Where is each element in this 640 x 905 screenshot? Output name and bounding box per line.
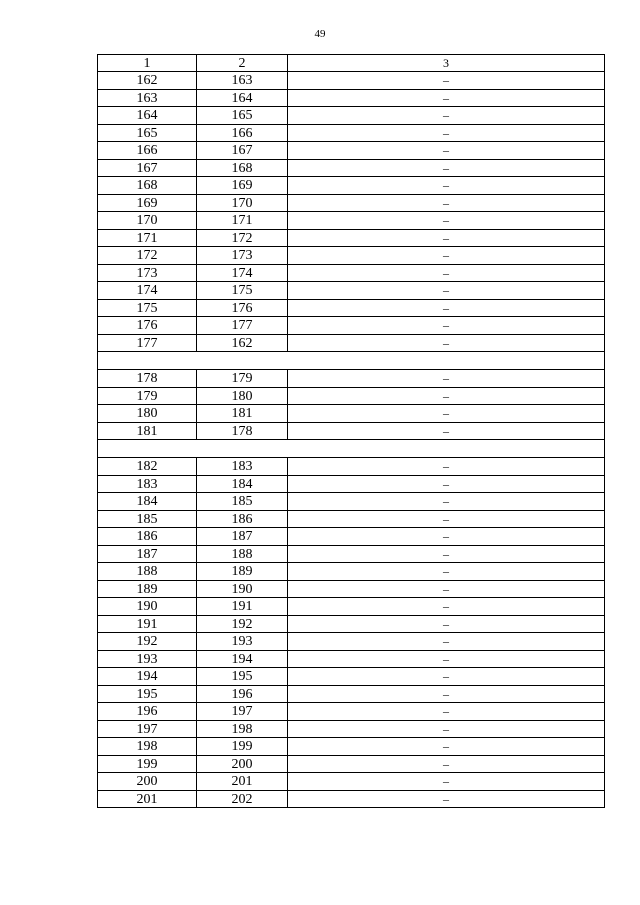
table-cell-col-3: – bbox=[443, 459, 449, 473]
table-row bbox=[98, 142, 604, 160]
table-cell-col-1: 186 bbox=[98, 528, 197, 545]
table-cell-col-1: 173 bbox=[98, 265, 197, 282]
table-cell-col-2: 184 bbox=[197, 476, 288, 493]
table-row bbox=[98, 282, 604, 300]
table-cell-col-1: 190 bbox=[98, 598, 197, 615]
table-cell-col-2: 186 bbox=[197, 511, 288, 528]
table-cell-col-3: – bbox=[443, 283, 449, 297]
table-cell-col-2: 174 bbox=[197, 265, 288, 282]
table-cell-col-1: 163 bbox=[98, 90, 197, 107]
table-cell-col-1: 177 bbox=[98, 335, 197, 352]
table-row bbox=[98, 195, 604, 213]
table-cell-col-3: – bbox=[443, 213, 449, 227]
table-cell-col-2: 175 bbox=[197, 282, 288, 299]
table-cell-col-2: 181 bbox=[197, 405, 288, 422]
table-cell-col-3: – bbox=[443, 406, 449, 420]
table-row bbox=[98, 686, 604, 704]
table-cell-col-1: 164 bbox=[98, 107, 197, 124]
table-group-1 bbox=[98, 72, 604, 352]
table-row bbox=[98, 773, 604, 791]
table-cell-col-1: 198 bbox=[98, 738, 197, 755]
table-cell-col-1: 201 bbox=[98, 791, 197, 808]
table-cell-col-3: – bbox=[443, 511, 449, 526]
column-header-2: 2 bbox=[197, 55, 288, 71]
table-cell-col-2: 201 bbox=[197, 773, 288, 790]
table-row bbox=[98, 265, 604, 283]
table-header-row bbox=[98, 55, 604, 72]
table-cell-col-1: 167 bbox=[98, 160, 197, 177]
table-cell-col-2: 162 bbox=[197, 335, 288, 352]
table-cell-col-1: 169 bbox=[98, 195, 197, 212]
table-cell-col-1: 197 bbox=[98, 721, 197, 738]
table-cell-col-2: 196 bbox=[197, 686, 288, 703]
table-cell-col-3: – bbox=[443, 634, 449, 648]
table-cell-col-1: 194 bbox=[98, 668, 197, 685]
group-separator-row bbox=[98, 352, 604, 370]
table-cell-col-3: – bbox=[443, 230, 449, 245]
table-cell-col-2: 172 bbox=[197, 230, 288, 247]
table-row bbox=[98, 300, 604, 318]
table-row bbox=[98, 388, 604, 406]
table-cell-col-3: – bbox=[443, 265, 449, 280]
table-row bbox=[98, 563, 604, 581]
table-cell-col-1: 168 bbox=[98, 177, 197, 194]
table-cell-col-1: 187 bbox=[98, 546, 197, 563]
table-cell-col-1: 184 bbox=[98, 493, 197, 510]
table-cell-col-3: – bbox=[443, 564, 449, 578]
table-cell-col-2: 169 bbox=[197, 177, 288, 194]
table-cell-col-1: 182 bbox=[98, 458, 197, 475]
table-cell-col-3: – bbox=[443, 476, 449, 491]
table-cell-col-1: 193 bbox=[98, 651, 197, 668]
table-cell-col-2: 199 bbox=[197, 738, 288, 755]
table-cell-col-1: 170 bbox=[98, 212, 197, 229]
table-cell-col-3: – bbox=[443, 494, 449, 508]
table-row bbox=[98, 511, 604, 529]
table-cell-col-2: 171 bbox=[197, 212, 288, 229]
group-separator-row bbox=[98, 440, 604, 458]
table-cell-col-2: 177 bbox=[197, 317, 288, 334]
table-row bbox=[98, 791, 604, 809]
table-cell-col-3: – bbox=[443, 704, 449, 718]
table-row bbox=[98, 107, 604, 125]
table-row bbox=[98, 458, 604, 476]
table-cell-col-1: 196 bbox=[98, 703, 197, 720]
table-cell-col-3: – bbox=[443, 335, 449, 350]
table-cell-col-2: 164 bbox=[197, 90, 288, 107]
table-cell-col-3: – bbox=[443, 721, 449, 736]
table-cell-col-2: 178 bbox=[197, 423, 288, 440]
table-row bbox=[98, 317, 604, 335]
table-cell-col-2: 176 bbox=[197, 300, 288, 317]
table-cell-col-3: – bbox=[443, 160, 449, 175]
table-cell-col-2: 163 bbox=[197, 72, 288, 89]
table-cell-col-3: – bbox=[443, 529, 449, 543]
table-row bbox=[98, 581, 604, 599]
table-cell-col-1: 200 bbox=[98, 773, 197, 790]
table-cell-col-3: – bbox=[443, 669, 449, 683]
table-row bbox=[98, 370, 604, 388]
table-cell-col-2: 189 bbox=[197, 563, 288, 580]
table-cell-col-3: – bbox=[443, 686, 449, 701]
table-cell-col-1: 181 bbox=[98, 423, 197, 440]
table-cell-col-2: 200 bbox=[197, 756, 288, 773]
table-cell-col-2: 191 bbox=[197, 598, 288, 615]
table-cell-col-3: – bbox=[443, 125, 449, 140]
table-group-3 bbox=[98, 458, 604, 808]
table-cell-col-2: 198 bbox=[197, 721, 288, 738]
table-row bbox=[98, 125, 604, 143]
table-cell-col-1: 166 bbox=[98, 142, 197, 159]
table-cell-col-2: 167 bbox=[197, 142, 288, 159]
table-cell-col-1: 171 bbox=[98, 230, 197, 247]
data-table bbox=[97, 54, 605, 808]
table-cell-col-3: – bbox=[443, 73, 449, 87]
table-row bbox=[98, 90, 604, 108]
table-cell-col-2: 183 bbox=[197, 458, 288, 475]
table-cell-col-3: – bbox=[443, 599, 449, 613]
table-cell-col-2: 192 bbox=[197, 616, 288, 633]
table-cell-col-1: 175 bbox=[98, 300, 197, 317]
table-cell-col-1: 165 bbox=[98, 125, 197, 142]
table-row bbox=[98, 598, 604, 616]
table-row bbox=[98, 616, 604, 634]
table-cell-col-3: – bbox=[443, 300, 449, 315]
table-row bbox=[98, 177, 604, 195]
table-cell-col-3: – bbox=[443, 546, 449, 561]
table-cell-col-3: – bbox=[443, 108, 449, 122]
table-cell-col-2: 179 bbox=[197, 370, 288, 387]
table-row bbox=[98, 528, 604, 546]
table-cell-col-3: – bbox=[443, 195, 449, 210]
column-header-3: 3 bbox=[443, 56, 449, 70]
table-cell-col-2: 187 bbox=[197, 528, 288, 545]
table-cell-col-3: – bbox=[443, 651, 449, 666]
table-cell-col-2: 188 bbox=[197, 546, 288, 563]
table-row bbox=[98, 476, 604, 494]
table-cell-col-2: 194 bbox=[197, 651, 288, 668]
table-cell-col-1: 176 bbox=[98, 317, 197, 334]
table-cell-col-3: – bbox=[443, 756, 449, 771]
table-cell-col-2: 165 bbox=[197, 107, 288, 124]
table-group-2 bbox=[98, 370, 604, 440]
table-cell-col-2: 195 bbox=[197, 668, 288, 685]
page-number: 49 bbox=[314, 28, 326, 40]
table-cell-col-3: – bbox=[443, 423, 449, 438]
table-row bbox=[98, 405, 604, 423]
table-row bbox=[98, 668, 604, 686]
table-row bbox=[98, 703, 604, 721]
table-cell-col-1: 191 bbox=[98, 616, 197, 633]
table-row bbox=[98, 721, 604, 739]
table-cell-col-1: 195 bbox=[98, 686, 197, 703]
table-row bbox=[98, 335, 604, 353]
table-cell-col-2: 170 bbox=[197, 195, 288, 212]
table-cell-col-2: 190 bbox=[197, 581, 288, 598]
table-cell-col-1: 199 bbox=[98, 756, 197, 773]
table-cell-col-3: – bbox=[443, 581, 449, 596]
table-cell-col-2: 197 bbox=[197, 703, 288, 720]
table-row bbox=[98, 247, 604, 265]
table-cell-col-3: – bbox=[443, 318, 449, 332]
table-cell-col-3: – bbox=[443, 739, 449, 753]
table-cell-col-3: – bbox=[443, 248, 449, 262]
table-row bbox=[98, 493, 604, 511]
table-cell-col-1: 183 bbox=[98, 476, 197, 493]
table-cell-col-1: 172 bbox=[98, 247, 197, 264]
table-cell-col-3: – bbox=[443, 774, 449, 788]
table-cell-col-2: 202 bbox=[197, 791, 288, 808]
table-cell-col-2: 193 bbox=[197, 633, 288, 650]
table-cell-col-3: – bbox=[443, 388, 449, 403]
table-row bbox=[98, 756, 604, 774]
table-cell-col-1: 179 bbox=[98, 388, 197, 405]
table-cell-col-2: 166 bbox=[197, 125, 288, 142]
table-cell-col-2: 180 bbox=[197, 388, 288, 405]
table-row bbox=[98, 738, 604, 756]
table-cell-col-1: 162 bbox=[98, 72, 197, 89]
table-row bbox=[98, 633, 604, 651]
column-header-1: 1 bbox=[98, 55, 197, 71]
table-cell-col-1: 174 bbox=[98, 282, 197, 299]
table-row bbox=[98, 423, 604, 441]
table-cell-col-3: – bbox=[443, 90, 449, 105]
table-cell-col-3: – bbox=[443, 371, 449, 385]
table-cell-col-1: 189 bbox=[98, 581, 197, 598]
table-cell-col-1: 180 bbox=[98, 405, 197, 422]
table-cell-col-1: 192 bbox=[98, 633, 197, 650]
table-cell-col-2: 185 bbox=[197, 493, 288, 510]
table-row bbox=[98, 212, 604, 230]
table-cell-col-3: – bbox=[443, 178, 449, 192]
table-cell-col-2: 168 bbox=[197, 160, 288, 177]
table-cell-col-1: 188 bbox=[98, 563, 197, 580]
table-cell-col-3: – bbox=[443, 143, 449, 157]
table-cell-col-2: 173 bbox=[197, 247, 288, 264]
table-cell-col-3: – bbox=[443, 791, 449, 806]
table-row bbox=[98, 160, 604, 178]
table-row bbox=[98, 651, 604, 669]
table-row bbox=[98, 72, 604, 90]
table-cell-col-1: 185 bbox=[98, 511, 197, 528]
table-cell-col-1: 178 bbox=[98, 370, 197, 387]
table-cell-col-3: – bbox=[443, 616, 449, 631]
table-row bbox=[98, 546, 604, 564]
table-row bbox=[98, 230, 604, 248]
